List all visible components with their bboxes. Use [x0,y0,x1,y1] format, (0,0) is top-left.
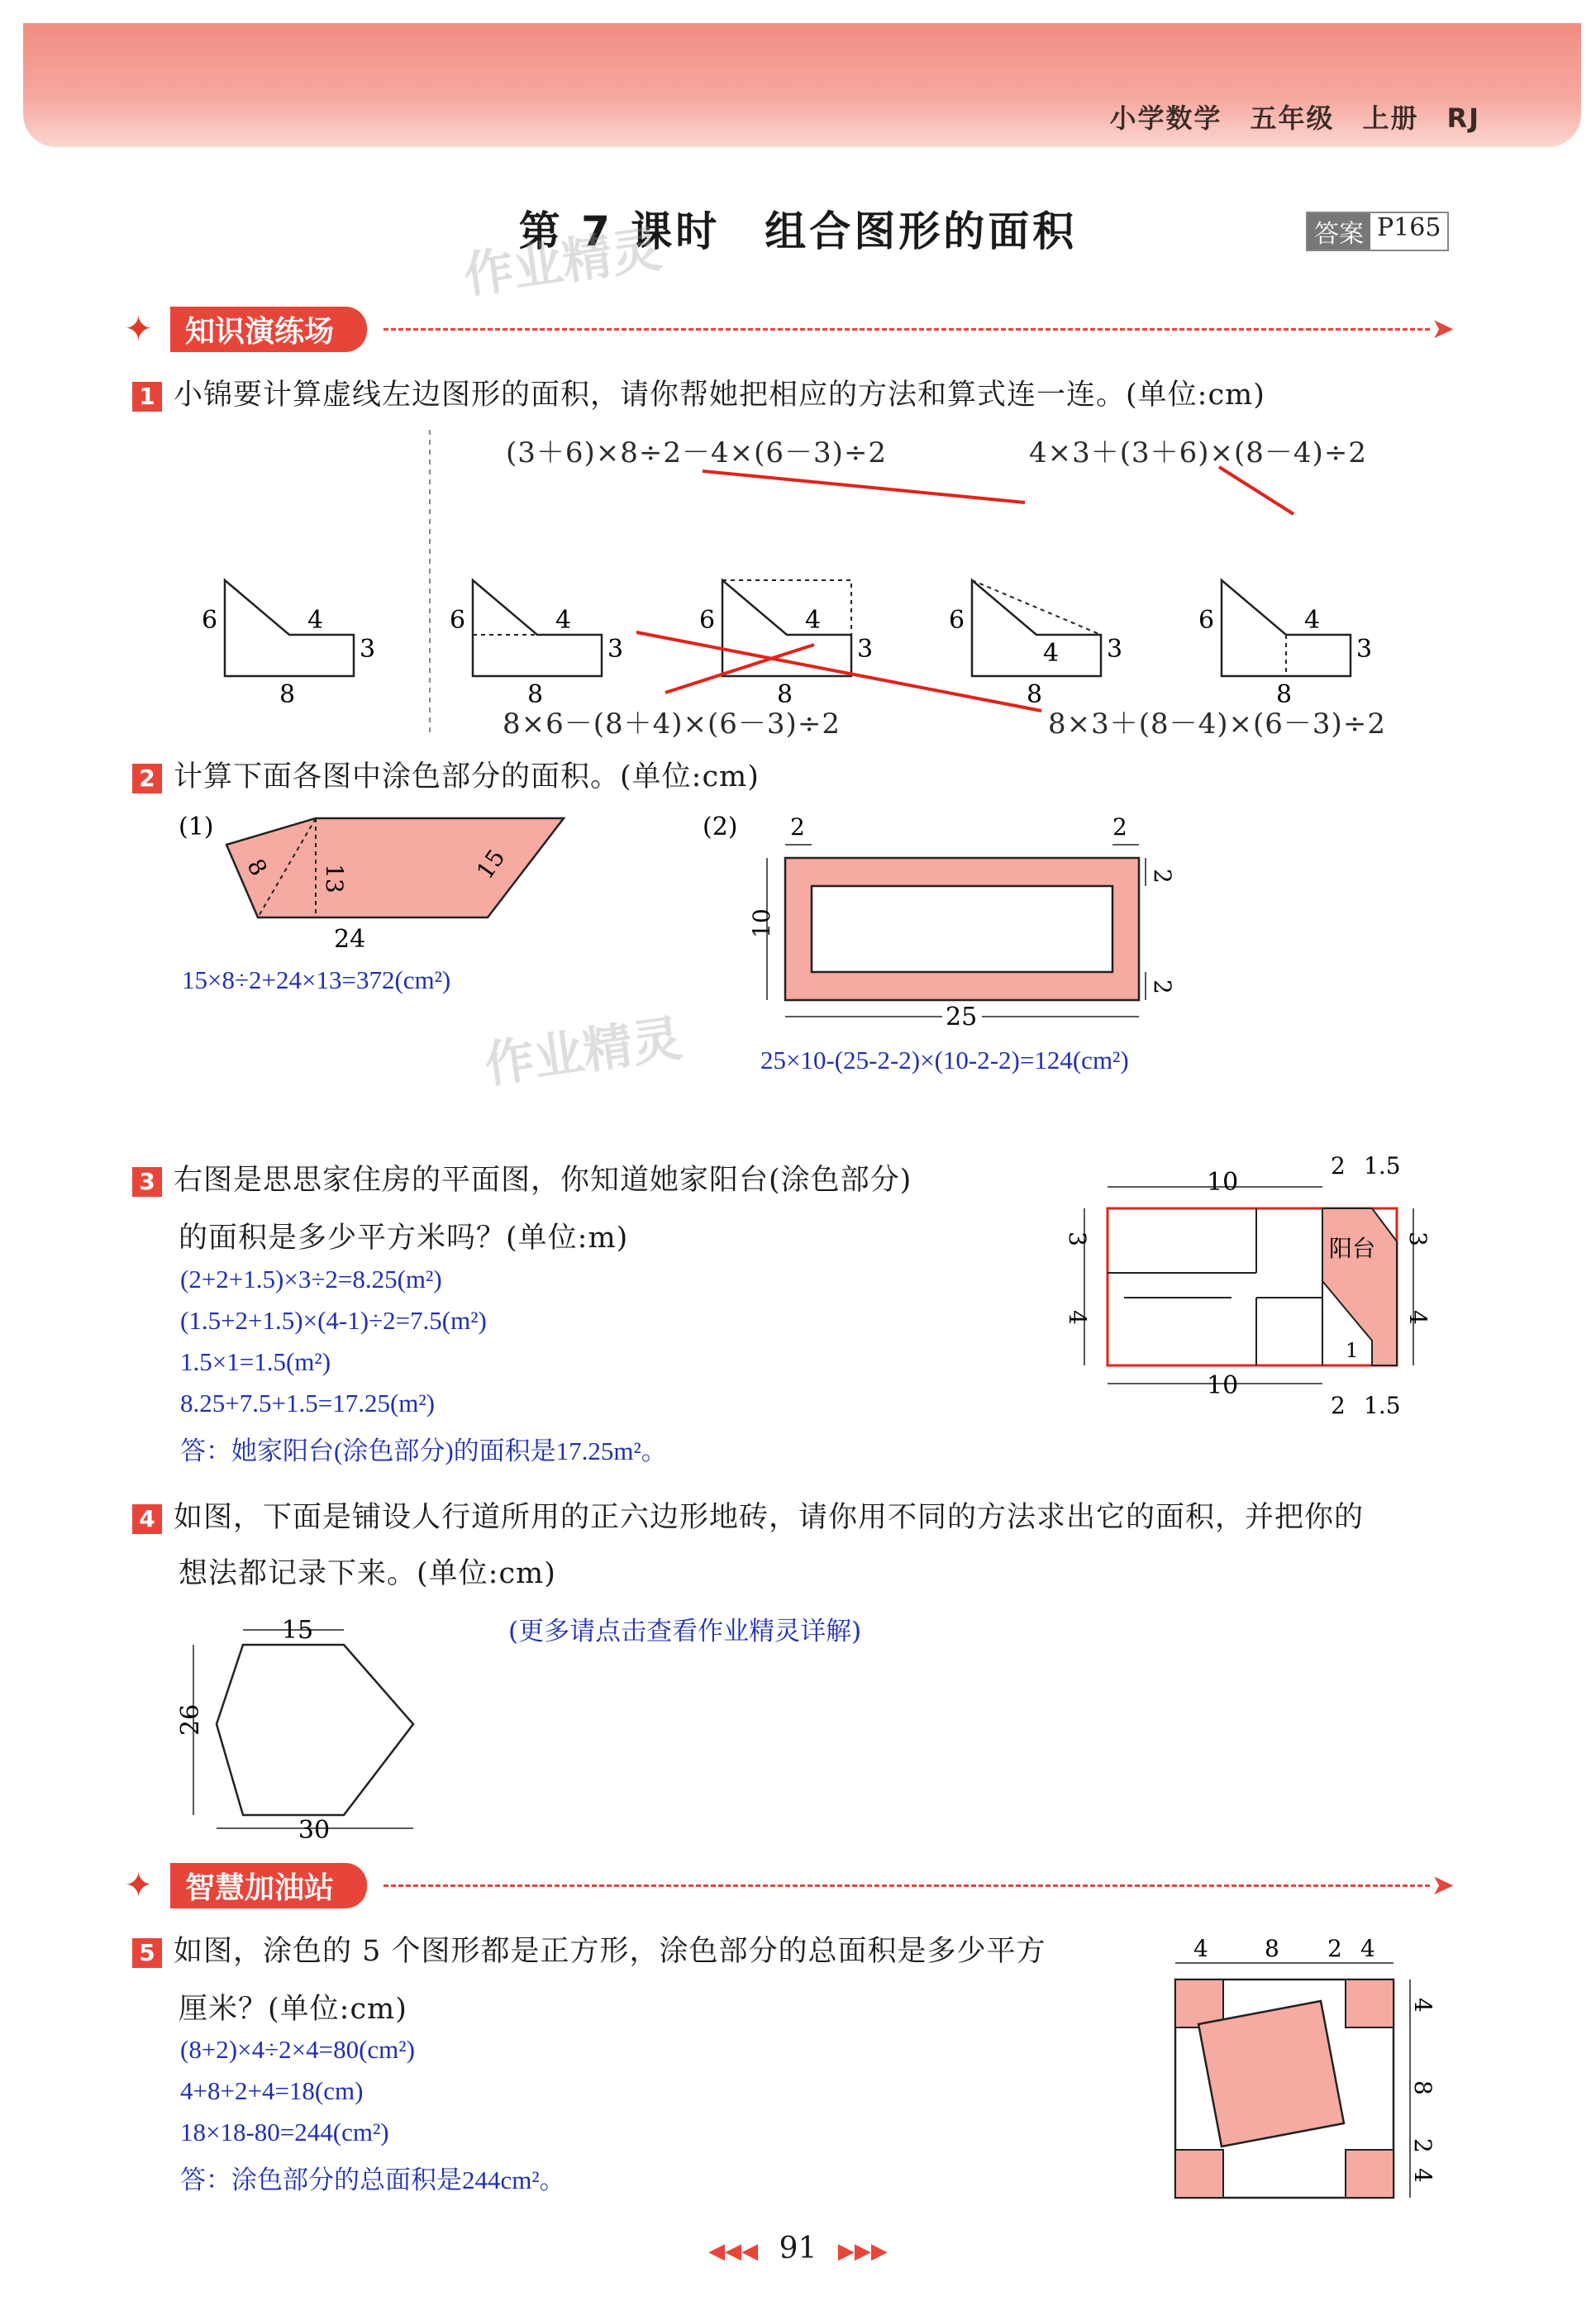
svg-text:(1): (1) [179,812,214,841]
match-line [1219,467,1293,514]
question-3 [132,1157,912,1198]
question-text: 如图，下面是铺设人行道所用的正六边形地砖，请你用不同的方法求出它的面积，并把你的 [174,1501,1365,1534]
question-2 [132,754,760,795]
question-text: 如图，涂色的 5 个图形都是正方形，涂色部分的总面积是多少平方 [174,1935,1046,1968]
svg-text:3: 3 [607,635,624,664]
q4-hexagon [174,1612,438,1843]
svg-text:10: 10 [1207,1371,1239,1400]
question-text: 厘米？(单位:cm) [179,1993,407,2026]
expr-bottom-right: 8×3＋(8－4)×(6－3)÷2 [1048,708,1386,741]
svg-text:25: 25 [946,1003,978,1032]
page-number: 91 [779,2232,817,2266]
question-text: 想法都记录下来。(单位:cm) [179,1557,556,1590]
match-line [636,632,1041,711]
svg-text:(2): (2) [703,812,738,841]
svg-text:4: 4 [1043,639,1060,668]
figure-method-3 [949,580,1122,709]
svg-text:8: 8 [1409,2080,1436,2095]
svg-text:15: 15 [281,1616,314,1645]
question-text: 小锦要计算虚线左边图形的面积，请你帮她把相应的方法和算式连一连。(单位:cm) [174,379,1265,412]
svg-text:6: 6 [699,606,716,635]
svg-text:30: 30 [298,1816,331,1845]
q5-answer-line: (8+2)×4÷2×4=80(cm²) [180,2035,415,2064]
svg-text:4: 4 [1360,1935,1375,1962]
q5-answer-line: 4+8+2+4=18(cm) [180,2076,364,2105]
arrow-right-icon: ➤ [1431,312,1455,345]
svg-text:2: 2 [1149,869,1176,884]
q5-answer-line: 18×18-80=244(cm²) [180,2118,389,2146]
section-challenge-label: 智慧加油站 [170,1863,367,1908]
svg-text:8: 8 [241,854,273,881]
svg-text:阳台: 阳台 [1329,1235,1376,1262]
question-number: 3 [132,1167,162,1197]
svg-text:2: 2 [1149,979,1176,994]
svg-text:1.5: 1.5 [1364,1392,1401,1419]
svg-text:26: 26 [176,1703,205,1736]
svg-text:6: 6 [450,606,466,635]
more-link[interactable]: (更多请点击查看作业精灵详解) [508,1617,862,1646]
next-arrows-icon: ▶▶▶ [837,2239,888,2264]
svg-text:4: 4 [1409,2168,1436,2183]
svg-text:8: 8 [279,680,296,709]
svg-text:6: 6 [1198,606,1215,635]
expr-top-right: 4×3＋(3＋6)×(8－4)÷2 [1029,436,1367,469]
svg-text:2: 2 [1327,1935,1342,1962]
svg-text:3: 3 [1356,635,1373,664]
svg-text:4: 4 [307,606,324,635]
question-5 [132,1928,1046,1970]
svg-text:4: 4 [1064,1310,1091,1325]
figure-original [202,580,375,709]
prev-arrows-icon: ◀◀◀ [708,2239,759,2264]
q3-conclusion: 答：她家阳台(涂色部分)的面积是17.25m²。 [180,1436,667,1465]
figure-method-1 [450,580,623,709]
svg-text:4: 4 [1304,606,1321,635]
svg-text:3: 3 [1404,1232,1432,1246]
answer-label: 答案 [1308,213,1370,250]
book-tag: 小学数学 五年级 上册 RJ [1109,102,1480,134]
q1-figures [190,463,1479,736]
question-text: 右图是思思家住房的平面图，你知道她家阳台(涂色部分) [174,1164,912,1197]
section-practice-label: 知识演练场 [170,307,367,352]
question-4 [132,1494,1364,1536]
watermark: 作业精灵 [480,1009,686,1095]
section-divider [384,328,1429,331]
svg-text:2: 2 [1331,1152,1346,1179]
svg-text:2: 2 [1331,1392,1346,1419]
section-divider [384,1884,1429,1887]
svg-text:4: 4 [1409,1998,1436,2013]
page-footer [0,2232,1596,2266]
answer-tag[interactable] [1306,212,1449,251]
expr-top-left: (3＋6)×8÷2－4×(6－3)÷2 [506,436,888,469]
svg-text:4: 4 [805,606,822,635]
figure-method-2 [699,580,873,709]
question-number: 2 [132,764,162,793]
svg-text:13: 13 [321,864,348,893]
svg-text:3: 3 [360,635,376,664]
svg-text:2: 2 [1409,2138,1436,2153]
section-challenge [124,1864,1455,1907]
page-title: 第 7 课时 组合图形的面积 [518,207,1078,255]
question-number: 4 [132,1504,162,1534]
svg-text:1: 1 [1346,1339,1359,1362]
svg-text:2: 2 [1112,813,1127,841]
svg-text:8: 8 [1265,1935,1279,1962]
svg-text:2: 2 [790,813,805,841]
svg-text:3: 3 [1064,1232,1091,1246]
q3-answer-line: (2+2+1.5)×3÷2=8.25(m²) [180,1265,442,1294]
svg-text:4: 4 [1404,1310,1432,1325]
runner-icon: ✦ [124,308,154,349]
match-line [703,471,1025,503]
svg-text:8: 8 [1276,680,1293,709]
svg-text:10: 10 [748,908,775,938]
svg-text:10: 10 [1207,1168,1239,1197]
question-1 [132,372,1265,413]
q2-figure-1 [165,802,545,967]
q3-floor-plan [1066,1149,1430,1430]
q2-answer-2: 25×10-(25-2-2)×(10-2-2)=124(cm²) [760,1046,1129,1074]
svg-text:8: 8 [777,680,793,709]
svg-text:24: 24 [334,925,366,954]
svg-text:6: 6 [202,606,218,635]
svg-text:8: 8 [1027,680,1043,709]
svg-text:4: 4 [1193,1935,1208,1962]
svg-text:1.5: 1.5 [1364,1152,1401,1179]
svg-text:15: 15 [471,844,511,884]
q3-answer-line: (1.5+2+1.5)×(4-1)÷2=7.5(m²) [180,1306,487,1335]
svg-text:3: 3 [857,635,874,664]
q3-answer-line: 8.25+7.5+1.5=17.25(m²) [180,1389,436,1417]
question-number: 1 [132,382,162,412]
q5-conclusion: 答：涂色部分的总面积是244cm²。 [180,2165,565,2194]
figure-method-4 [1198,580,1372,709]
question-text: 计算下面各图中涂色部分的面积。(单位:cm) [174,760,760,793]
svg-text:6: 6 [949,606,965,635]
svg-text:4: 4 [555,606,572,635]
watermark: 作业精灵 [460,220,665,306]
q5-squares-figure [1157,1930,1455,2194]
arrow-right-icon: ➤ [1431,1869,1455,1902]
question-text: 的面积是多少平方米吗？(单位:m) [179,1222,629,1255]
q2-figure-2 [703,802,1198,1032]
svg-text:8: 8 [527,680,544,709]
question-number: 5 [132,1938,162,1968]
runner-icon: ✦ [124,1865,154,1905]
answer-page: P165 [1377,213,1441,242]
svg-text:3: 3 [1107,635,1123,664]
section-practice [124,307,1455,350]
q2-answer-1: 15×8÷2+24×13=372(cm²) [182,965,451,994]
expr-bottom-left: 8×6－(8＋4)×(6－3)÷2 [503,708,841,741]
q3-answer-line: 1.5×1=1.5(m²) [180,1347,331,1376]
